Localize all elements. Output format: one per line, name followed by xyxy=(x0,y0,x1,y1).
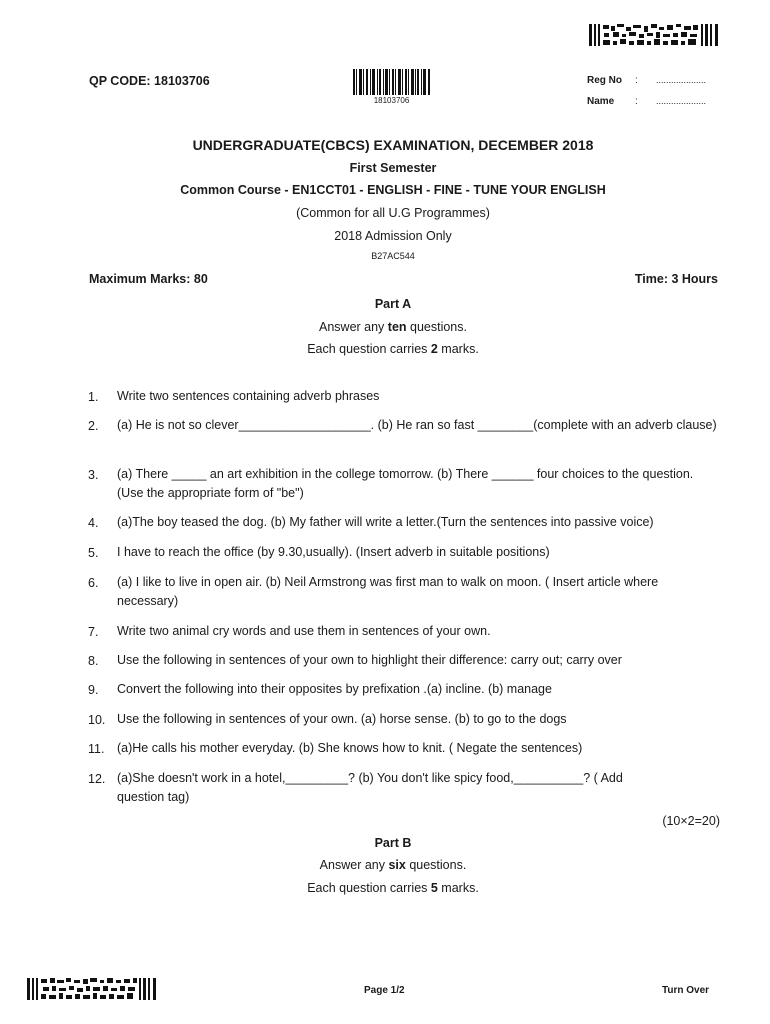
instr-text: Each question carries xyxy=(307,342,431,356)
question-number: 6. xyxy=(88,576,99,590)
reg-no-colon: : xyxy=(635,75,638,86)
part-b-instruction-1 xyxy=(8,858,770,872)
instr-text: questions. xyxy=(406,320,467,334)
question-number: 9. xyxy=(88,683,99,697)
name-field: .................... xyxy=(656,96,707,106)
question-number: 4. xyxy=(88,516,99,530)
instr-marks: 5 xyxy=(430,881,438,895)
question-number: 11. xyxy=(88,742,105,756)
course-title: Common Course - EN1CCT01 - ENGLISH - FINE - TUNE YOUR ENGLISH xyxy=(180,183,606,197)
instr-text: Answer any xyxy=(319,320,388,334)
question-number: 10. xyxy=(88,713,106,727)
question-number: 3. xyxy=(88,468,99,482)
admission: 2018 Admission Only xyxy=(334,229,452,243)
part-b-heading: Part B xyxy=(374,836,412,850)
question-number: 7. xyxy=(88,625,99,639)
bottom-qr-code xyxy=(27,978,157,1000)
question-number: 8. xyxy=(88,654,99,668)
question-number: 12. xyxy=(88,772,106,786)
instr-text: Answer any xyxy=(319,858,389,872)
exam-title: UNDERGRADUATE(CBCS) EXAMINATION, DECEMBER 2018 xyxy=(192,137,594,153)
paper-code: B27AC544 xyxy=(371,251,415,261)
question-text: (a) There _____ an art exhibition in the college tomorrow. (b) There ______ four choices to the question. (Use the appropriate form of "be") xyxy=(117,467,694,500)
instr-text: Each question carries xyxy=(307,881,431,895)
common-for: (Common for all U.G Programmes) xyxy=(296,206,490,220)
instr-marks: 2 xyxy=(430,342,438,356)
question-number: 1. xyxy=(88,390,99,404)
part-a-marks-total: (10×2=20) xyxy=(662,814,720,828)
name-colon: : xyxy=(635,96,638,107)
question-text: Write two sentences containing adverb phrases xyxy=(117,389,380,403)
time: Time: 3 Hours xyxy=(634,272,718,286)
question-text: (a) He is not so clever___________________. (b) He ran so fast ________(complete with an adverb clause) xyxy=(117,418,717,432)
turn-over: Turn Over xyxy=(662,985,710,996)
question-number: 5. xyxy=(88,546,99,560)
question-text: (a)He calls his mother everyday. (b) She knows how to knit. ( Negate the sentences) xyxy=(117,741,583,755)
instr-text: marks. xyxy=(437,881,479,895)
instr-count: ten xyxy=(387,320,407,334)
part-a-instruction-1 xyxy=(8,320,770,334)
instr-text: questions. xyxy=(405,858,467,872)
page-number: Page 1/2 xyxy=(364,985,405,996)
barcode-number: 18103706 xyxy=(373,96,410,105)
question-text: Use the following in sentences of your own. (a) horse sense. (b) to go to the dogs xyxy=(117,712,567,726)
max-marks: Maximum Marks: 80 xyxy=(89,272,208,286)
question-text: (a)The boy teased the dog. (b) My father will write a letter.(Turn the sentences into passive voice) xyxy=(117,515,654,529)
part-a-heading: Part A xyxy=(374,297,412,311)
question-number: 2. xyxy=(88,419,99,433)
question-text: Write two animal cry words and use them in sentences of your own. xyxy=(117,624,491,638)
semester: First Semester xyxy=(349,161,437,175)
top-qr-code xyxy=(589,24,719,46)
reg-no-label: Reg No xyxy=(587,75,622,86)
center-barcode xyxy=(353,69,430,95)
question-text: I have to reach the office (by 9.30,usually). (Insert adverb in suitable positions) xyxy=(117,545,550,559)
instr-text: marks. xyxy=(437,342,479,356)
question-text: Convert the following into their opposites by prefixation .(a) incline. (b) manage xyxy=(117,682,552,696)
question-text: Use the following in sentences of your own to highlight their difference: carry out; carry over xyxy=(117,653,622,667)
instr-count: six xyxy=(388,858,406,872)
qp-code: QP CODE: 18103706 xyxy=(89,74,210,88)
part-a-instruction-2 xyxy=(8,342,770,356)
name-label: Name xyxy=(587,96,615,107)
question-text: (a) I like to live in open air. (b) Neil Armstrong was first man to walk on moon. ( Insert article where necessary) xyxy=(117,575,659,608)
part-b-instruction-2 xyxy=(8,881,770,895)
reg-no-field: .................... xyxy=(656,75,707,85)
question-text: (a)She doesn't work in a hotel,_________? (b) You don't like spicy food,__________? ( Add question tag) xyxy=(117,771,623,804)
